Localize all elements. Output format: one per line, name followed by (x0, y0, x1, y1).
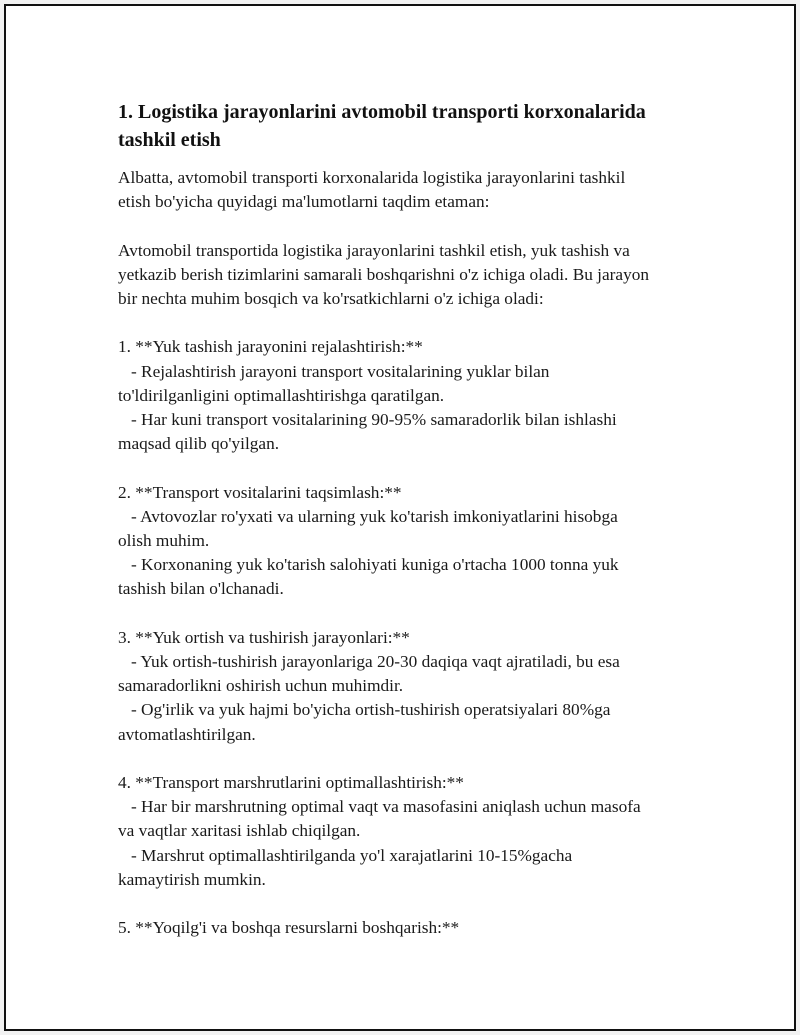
paragraph-gap (118, 602, 698, 626)
paragraph-gap (118, 456, 698, 480)
section-5 (118, 916, 698, 940)
document-page (4, 4, 796, 1031)
section-line: - Marshrut optimallashtirilganda yo'l xarajatlarini 10-15%gacha (118, 845, 573, 865)
section-2 (118, 481, 698, 602)
section-heading: 5. **Yoqilg'i va boshqa resurslarni boshqarish:** (118, 918, 460, 938)
intro-paragraph (118, 166, 698, 214)
section-line: kamaytirish mumkin. (118, 869, 266, 889)
section-line: tashish bilan o'lchanadi. (118, 579, 284, 599)
section-line: - Har bir marshrutning optimal vaqt va masofasini aniqlash uchun masofa (118, 797, 641, 817)
section-4 (118, 771, 698, 892)
section-line: maqsad qilib qo'yilgan. (118, 434, 280, 454)
intro-line: etish bo'yicha quyidagi ma'lumotlarni taqdim etaman: (118, 192, 490, 212)
section-heading: 4. **Transport marshrutlarini optimallashtirish:** (118, 773, 464, 792)
title-line: tashkil etish (118, 129, 221, 151)
intro-line: Albatta, avtomobil transporti korxonalarida logistika jarayonlarini tashkil (118, 168, 626, 187)
section-heading: 2. **Transport vositalarini taqsimlash:** (118, 482, 402, 502)
paragraph-gap (118, 747, 698, 771)
section-line: - Rejalashtirish jarayoni transport vositalarining yuklar bilan (118, 361, 550, 381)
section-heading: 1. **Yuk tashish jarayonini rejalashtirish:** (118, 337, 423, 357)
section-line: olish muhim. (118, 531, 210, 550)
overview-line: yetkazib berish tizimlarini samarali boshqarishni o'z ichiga oladi. Bu jarayon (118, 264, 650, 284)
section-line: va vaqtlar xaritasi ishlab chiqilgan. (118, 821, 361, 841)
paragraph-gap (118, 892, 698, 916)
section-line: avtomatlashtirilgan. (118, 724, 256, 744)
section-3 (118, 626, 698, 747)
overview-paragraph (118, 239, 698, 312)
section-line: - Yuk ortish-tushirish jarayonlariga 20-30 daqiqa vaqt ajratiladi, bu esa (118, 652, 620, 671)
paragraph-gap (118, 311, 698, 335)
document-body (118, 98, 698, 940)
document-title (118, 98, 698, 154)
section-line: - Korxonaning yuk ko'tarish salohiyati kuniga o'rtacha 1000 tonna yuk (118, 555, 619, 575)
section-line: - Og'irlik va yuk hajmi bo'yicha ortish-tushirish operatsiyalari 80%ga (118, 700, 611, 720)
title-line: 1. Logistika jarayonlarini avtomobil transporti korxonalarida (118, 101, 646, 123)
overview-line: Avtomobil transportida logistika jarayonlarini tashkil etish, yuk tashish va (118, 240, 630, 260)
section-line: - Avtovozlar ro'yxati va ularning yuk ko'tarish imkoniyatlarini hisobga (118, 506, 618, 526)
paragraph-gap (118, 214, 698, 238)
section-heading: 3. **Yuk ortish va tushirish jarayonlari:** (118, 627, 410, 647)
section-1 (118, 335, 698, 456)
section-line: - Har kuni transport vositalarining 90-95% samaradorlik bilan ishlashi (118, 410, 617, 429)
overview-line: bir nechta muhim bosqich va ko'rsatkichlarni o'z ichiga oladi: (118, 289, 544, 308)
section-line: samaradorlikni oshirish uchun muhimdir. (118, 676, 404, 696)
section-line: to'ldirilganligini optimallashtirishga qaratilgan. (118, 385, 445, 405)
